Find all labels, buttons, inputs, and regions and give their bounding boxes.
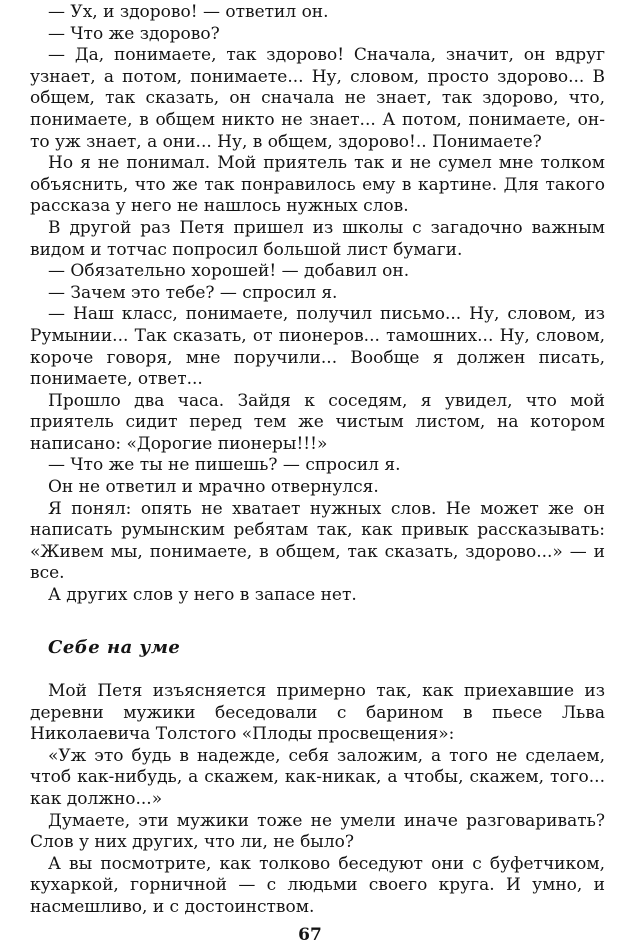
paragraph: — Что же ты не пишешь? — спросил я. <box>48 455 401 476</box>
paragraph: Думаете, эти мужики тоже не умели иначе разговаривать? Слов у них других, что ли, не было? <box>30 810 605 853</box>
paragraph: Прошло два часа. Зайдя к соседям, я увидел, что мой приятель сидит перед тем же чистым листом, на котором написано: «Дорогие пионеры!!!» <box>30 390 605 454</box>
paragraph: — Что же здорово? <box>48 23 220 44</box>
paragraph: В другой раз Петя пришел из школы с загадочно важным видом и тотчас попросил большой лист бумаги. <box>30 217 605 260</box>
section-two-text <box>30 681 605 919</box>
paragraph: — Да, понимаете, так здорово! Сначала, значит, он вдруг узнает, а потом, понимаете... Ну, словом, просто здорово... В общем, так сказать, он сначала не знает, так здорово, что, понимаете, в общем никто не знает... А потом, понимаете, он-то уж знает, а они... Ну, в общем, здорово!.. Понимаете? <box>30 45 605 152</box>
section-one-text <box>30 2 605 607</box>
paragraph: А других слов у него в запасе нет. <box>48 585 357 606</box>
paragraph: — Ух, и здорово! — ответил он. <box>48 2 329 22</box>
page-number: 67 <box>298 925 322 945</box>
paragraph: «Уж это будь в надежде, себя заложим, а того не сделаем, чтоб как-нибудь, а скажем, как-никак, а чтобы, скажем, того... как должно...» <box>30 745 605 809</box>
paragraph: — Обязательно хорошей! — добавил он. <box>48 261 410 282</box>
paragraph: Но я не понимал. Мой приятель так и не сумел мне толком объяснить, что же так понравилось ему в картине. Для такого рассказа у него не нашлось нужных слов. <box>30 153 605 217</box>
section-heading: Себе на уме <box>48 637 181 658</box>
paragraph: — Зачем это тебе? — спросил я. <box>48 282 338 303</box>
paragraph: Мой Петя изъясняется примерно так, как приехавшие из деревни мужики беседовали с барином в пьесе Льва Николаевича Толстого «Плоды просвещения»: <box>30 681 605 745</box>
paragraph: Он не ответил и мрачно отвернулся. <box>48 477 379 498</box>
paragraph: Я понял: опять не хватает нужных слов. Не может же он написать румынским ребятам так, как привык рассказывать: «Живем мы, понимаете, в общем, так сказать, здорово...» — и все. <box>30 498 605 584</box>
paragraph: А вы посмотрите, как толково беседуют они с буфетчиком, кухаркой, горничной — с людьми своего круга. И умно, и насмешливо, и с достоинством. <box>30 853 605 917</box>
paragraph: — Наш класс, понимаете, получил письмо... Ну, словом, из Румынии... Так сказать, от пионеров... тамошних... Ну, словом, короче говоря, мне поручили... Вообще я должен писать, понимаете, ответ... <box>30 304 605 390</box>
